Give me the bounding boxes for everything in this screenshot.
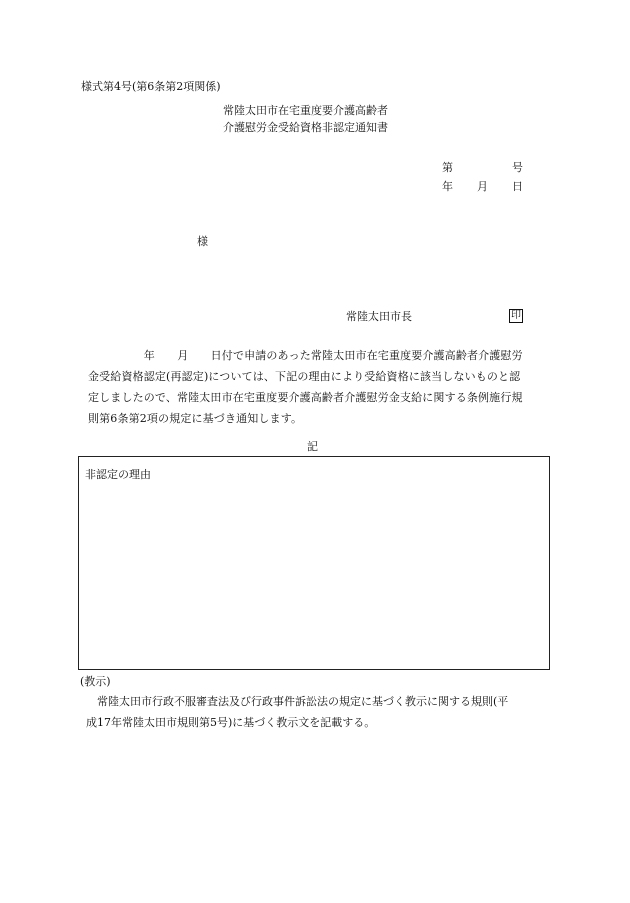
date-day: 日 <box>512 180 523 193</box>
kyoji-body <box>86 691 550 733</box>
notice-body-line: 金受給資格認定(再認定)については、下記の理由により受給資格に該当しないものと認 <box>88 370 521 383</box>
notice-body-line: 則第6条第2項の規定に基づき通知します。 <box>88 412 303 425</box>
addressee-suffix: 様 <box>197 235 208 248</box>
document-title-line-1: 常陸太田市在宅重度要介護高齢者 <box>223 104 388 117</box>
date-month: 月 <box>477 180 488 193</box>
ki-heading: 記 <box>307 440 318 453</box>
doc-number-suffix: 号 <box>512 161 523 174</box>
notice-body-line: 年 月 日付で申請のあった常陸太田市在宅重度要介護高齢者介護慰労 <box>88 349 523 362</box>
notice-body-line: 定しましたので、常陸太田市在宅重度要介護高齢者介護慰労金支給に関する条例施行規 <box>88 391 523 404</box>
kyoji-heading: (教示) <box>80 675 111 688</box>
issuer-name: 常陸太田市長 <box>346 310 412 323</box>
doc-number-prefix: 第 <box>442 161 453 174</box>
reason-label: 非認定の理由 <box>85 468 151 481</box>
kyoji-body-line: 成17年常陸太田市規則第5号)に基づく教示文を記載する。 <box>86 716 376 729</box>
kyoji-body-line: 常陸太田市行政不服審査法及び行政事件訴訟法の規定に基づく教示に関する規則(平 <box>86 695 509 708</box>
form-number: 様式第4号(第6条第2項関係) <box>81 80 221 93</box>
reason-box <box>78 456 550 670</box>
seal-mark: 印 <box>511 310 521 321</box>
notice-body <box>88 345 550 429</box>
document-title-line-2: 介護慰労金受給資格非認定通知書 <box>223 121 388 134</box>
date-year: 年 <box>442 180 453 193</box>
